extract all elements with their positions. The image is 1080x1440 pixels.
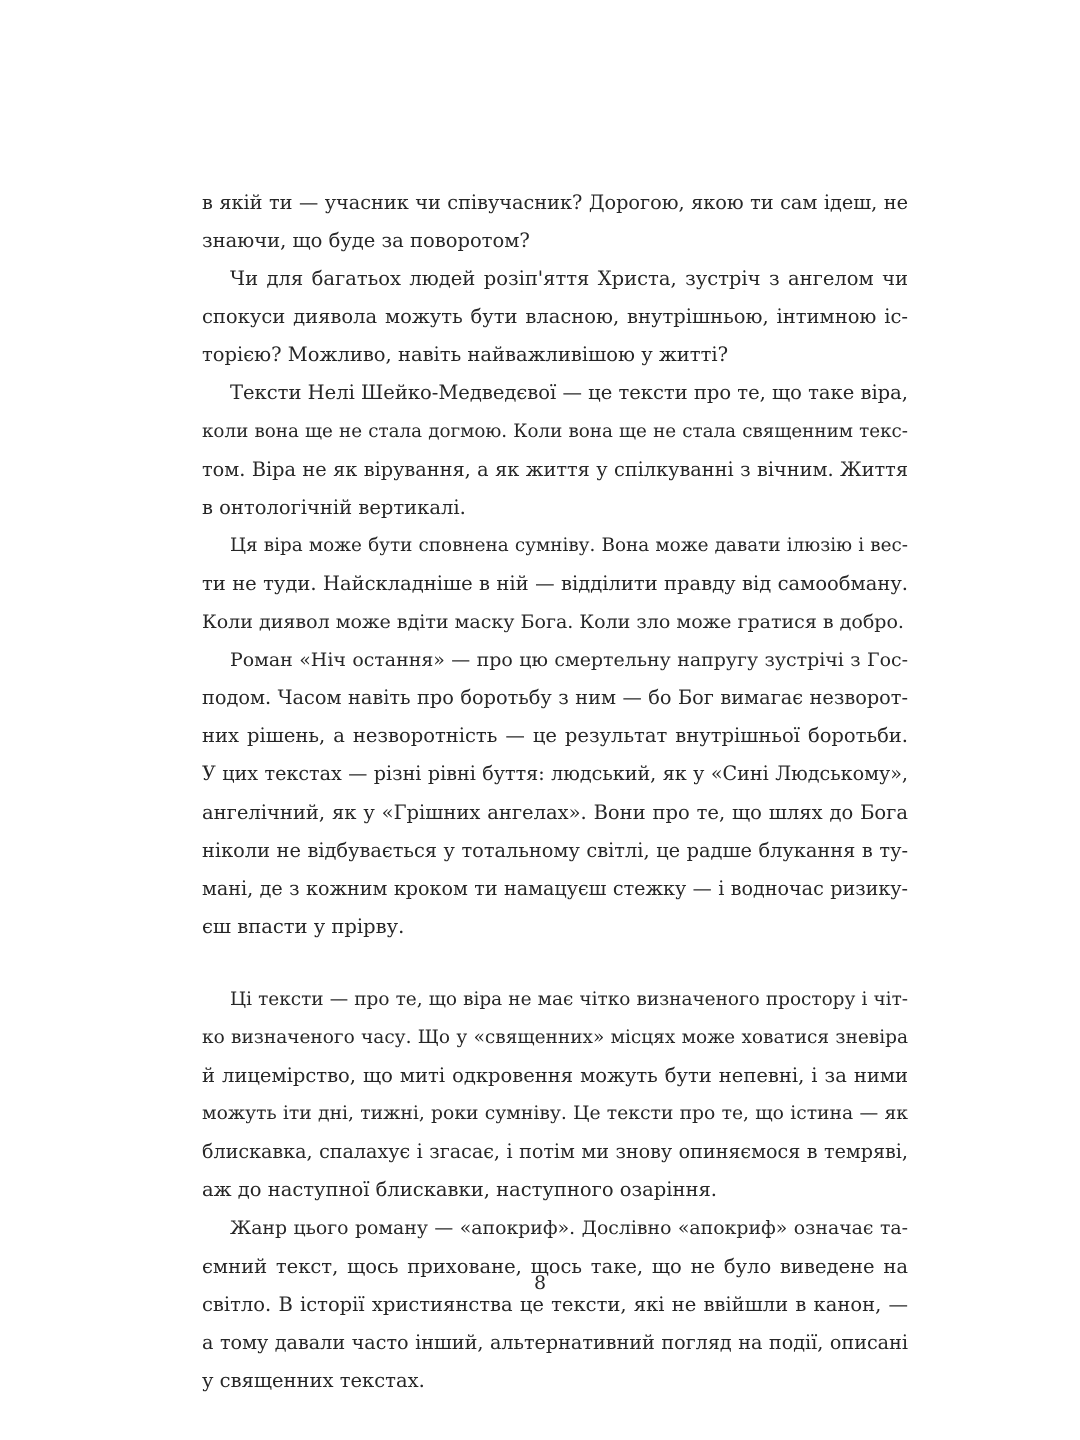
page-body-text (202, 184, 908, 1400)
text-line: ко визначеного часу. Що у «священних» місцях може ховатися зневіра (202, 1026, 908, 1048)
text-line: можуть іти дні, тижні, роки сумніву. Це тексти про те, що істина — як (202, 1103, 908, 1125)
text-line: у священних текстах. (202, 1368, 425, 1392)
text-line: світло. В історії християнства це тексти, які не ввійшли в канон, — (202, 1292, 908, 1316)
text-line: а тому давали часто інший, альтернативний погляд на події, описані (202, 1330, 908, 1354)
text-line: ангелічний, як у «Грішних ангелах». Вони про те, що шлях до Бога (202, 800, 908, 824)
paragraph-first-line: Роман «Ніч остання» — про цю смертельну напругу зустрічі з Гос- (230, 649, 908, 672)
text-line: єш впасти у прірву. (202, 914, 405, 938)
text-line: У цих текстах — різні рівні буття: людський, як у «Сині Людському», (202, 762, 908, 786)
text-line: ти не туди. Найскладніше в ній — відділити правду від самообману. (202, 571, 908, 595)
paragraph-first-line: Чи для багатьох людей розіп'яття Христа, зустріч з ангелом чи (230, 267, 908, 291)
text-line: в якій ти — учасник чи співучасник? Дорогою, якою ти сам ідеш, не (202, 191, 908, 214)
paragraph-first-line: Ці тексти — про те, що віра не має чітко визначеного простору і чіт- (230, 988, 908, 1010)
text-line: коли вона ще не стала догмою. Коли вона ще не стала священним текс- (202, 420, 908, 442)
text-line: мані, де з кожним кроком ти намацуєш стежку — і водночас ризику- (202, 876, 908, 900)
text-line: аж до наступної блискавки, наступного озаріння. (202, 1178, 718, 1202)
text-line: торією? Можливо, навіть найважливішою у житті? (202, 343, 729, 367)
text-line: них рішень, а незворотність — це результат внутрішньої боротьби. (202, 724, 908, 748)
paragraph-first-line: Жанр цього роману — «апокриф». Дослівно «апокриф» означає та- (230, 1217, 908, 1240)
text-line: й лицемірство, що миті одкровення можуть бути непевні, і за ними (202, 1064, 908, 1088)
paragraph-first-line: Ця віра може бути сповнена сумніву. Вона може давати ілюзію і вес- (230, 534, 908, 556)
text-line: подом. Часом навіть про боротьбу з ним — бо Бог вимагає незворот- (202, 686, 908, 710)
text-line: спокуси диявола можуть бути власною, внутрішньою, інтимною іс- (202, 305, 908, 329)
text-line: ніколи не відбувається у тотальному світлі, це радше блукання в ту- (202, 838, 908, 862)
text-line: знаючи, що буде за поворотом? (202, 229, 530, 253)
text-line: том. Віра не як вірування, а як життя у спілкуванні з вічним. Життя (202, 457, 908, 481)
text-line: в онтологічній вертикалі. (202, 495, 466, 519)
text-line: Коли диявол може вдіти маску Бога. Коли зло може гратися в добро. (202, 611, 904, 634)
page-number: 8 (533, 1272, 547, 1294)
text-line: ємний текст, щось приховане, щось таке, що не було виведене на (202, 1254, 908, 1278)
text-line: блискавка, спалахує і згасає, і потім ми знову опиняємося в темряві, (202, 1140, 908, 1164)
paragraph-first-line: Тексти Нелі Шейко-Медведєвої — це тексти про те, що таке віра, (230, 381, 908, 405)
